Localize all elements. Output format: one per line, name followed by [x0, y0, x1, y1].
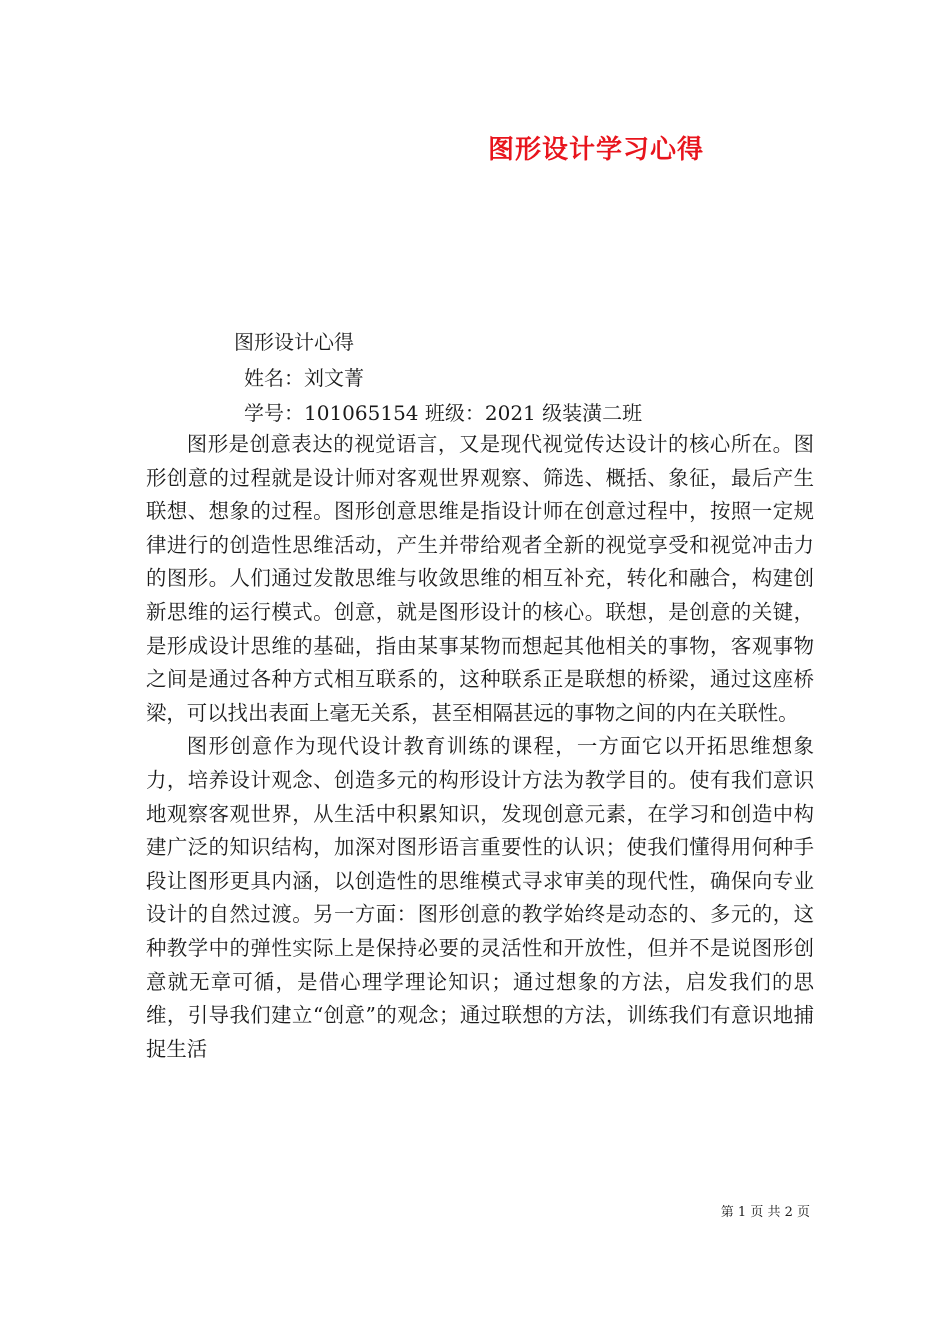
student-id-class-line: 学号：101065154 班级：2021 级装潢二班	[244, 401, 643, 425]
paragraph-1: 图形是创意表达的视觉语言，又是现代视觉传达设计的核心所在。图形创意的过程就是设计师对客观世界观察、筛选、概括、象征，最后产生联想、想象的过程。图形创意思维是指设计师在创意过程中，按照一定规律进行的创造性思维活动，产生并带给观者全新的视觉享受和视觉冲击力的图形。人们通过发散思维与收敛思维的相互补充，转化和融合，构建创新思维的运行模式。创意，就是图形设计的核心。联想，是创意的关键，是形成设计思维的基础，指由某事某物而想起其他相关的事物，客观事物之间是通过各种方式相互联系的，这种联系正是联想的桥梁，通过这座桥梁，可以找出表面上毫无关系，甚至相隔甚远的事物之间的内在关联性。	[146, 432, 814, 725]
subtitle: 图形设计心得	[234, 330, 354, 354]
paragraph-2: 图形创意作为现代设计教育训练的课程，一方面它以开拓思维想象力，培养设计观念、创造多元的构形设计方法为教学目的。使有我们意识地观察客观世界，从生活中积累知识，发现创意元素，在学习和创造中构建广泛的知识结构，加深对图形语言重要性的认识；使我们懂得用何种手段让图形更具内涵，以创造性的思维模式寻求审美的现代性，确保向专业设计的自然过渡。另一方面：图形创意的教学始终是动态的、多元的，这种教学中的弹性实际上是保持必要的灵活性和开放性，但并不是说图形创意就无章可循，是借心理学理论知识；通过想象的方法，启发我们的思维，引导我们建立“创意”的观念；通过联想的方法，训练我们有意识地捕捉生活	[146, 734, 814, 1061]
author-name-line: 姓名：刘文菁	[244, 366, 364, 390]
page-number-footer: 第 1 页 共 2 页	[720, 1205, 810, 1220]
document-body	[146, 428, 814, 1066]
document-title: 图形设计学习心得	[488, 135, 705, 165]
